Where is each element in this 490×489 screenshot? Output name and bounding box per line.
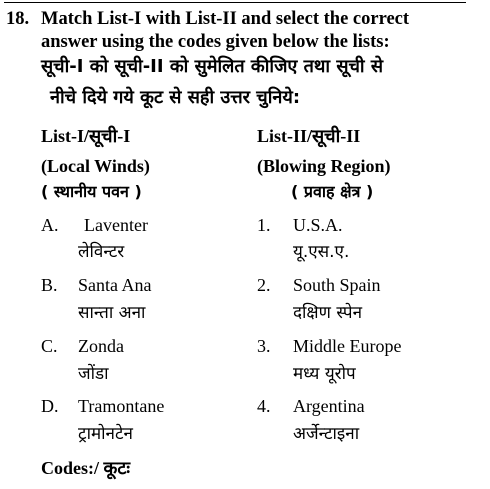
question-hindi-line1: सूची-I को सूची-II को सुमेलित कीजिए तथा सूची से [41,56,384,77]
list2-item-hi: दक्षिण स्पेन [293,303,363,323]
list1-subtitle: (Local Winds) [41,156,150,176]
codes-label: Codes:/ कूटः [41,458,131,478]
list1-title: List-I/सूची-I [41,126,131,146]
list2-item-en: South Spain [293,275,381,295]
list1-item-en: Santa Ana [78,275,152,295]
list2-item-num: 2. [257,275,271,295]
question-text-line1: Match List-I with List-II and select the correct [41,9,410,29]
list2-item-num: 4. [257,396,271,416]
list1-item-letter: B. [41,275,58,295]
list1-item-hi: जोंडा [78,364,109,384]
list2-item-hi: यू.एस.ए. [293,242,350,262]
list2-item-num: 3. [257,336,271,356]
list2-item-hi: अर्जेन्टाइना [293,424,360,444]
list2-item-en: U.S.A. [293,215,343,235]
list1-item-letter: C. [41,336,58,356]
list2-item-en: Argentina [293,396,365,416]
top-rule [4,2,466,3]
list2-title: List-II/सूची-II [257,126,361,146]
question-text-line2: answer using the codes given below the lists: [41,32,390,52]
list1-item-en: Laventer [84,215,148,235]
list1-subtitle-hindi: ( स्थानीय पवन ) [41,182,142,201]
list1-item-hi: लेविन्टर [78,242,125,262]
list2-subtitle: (Blowing Region) [257,156,391,176]
list1-item-letter: A. [41,215,59,235]
list2-subtitle-hindi: ( प्रवाह क्षेत्र ) [291,182,374,201]
list1-item-hi: ट्रामोनटेन [78,424,133,444]
question-number: 18. [6,9,30,29]
list2-item-hi: मध्य यूरोप [293,364,356,384]
list1-item-letter: D. [41,396,59,416]
list2-item-en: Middle Europe [293,336,402,356]
question-hindi-line2: नीचे दिये गये कूट से सही उत्तर चुनिये: [50,87,301,108]
list1-item-en: Zonda [78,336,124,356]
list2-item-num: 1. [257,215,271,235]
list1-item-en: Tramontane [78,396,165,416]
list1-item-hi: सान्ता अना [78,303,146,323]
